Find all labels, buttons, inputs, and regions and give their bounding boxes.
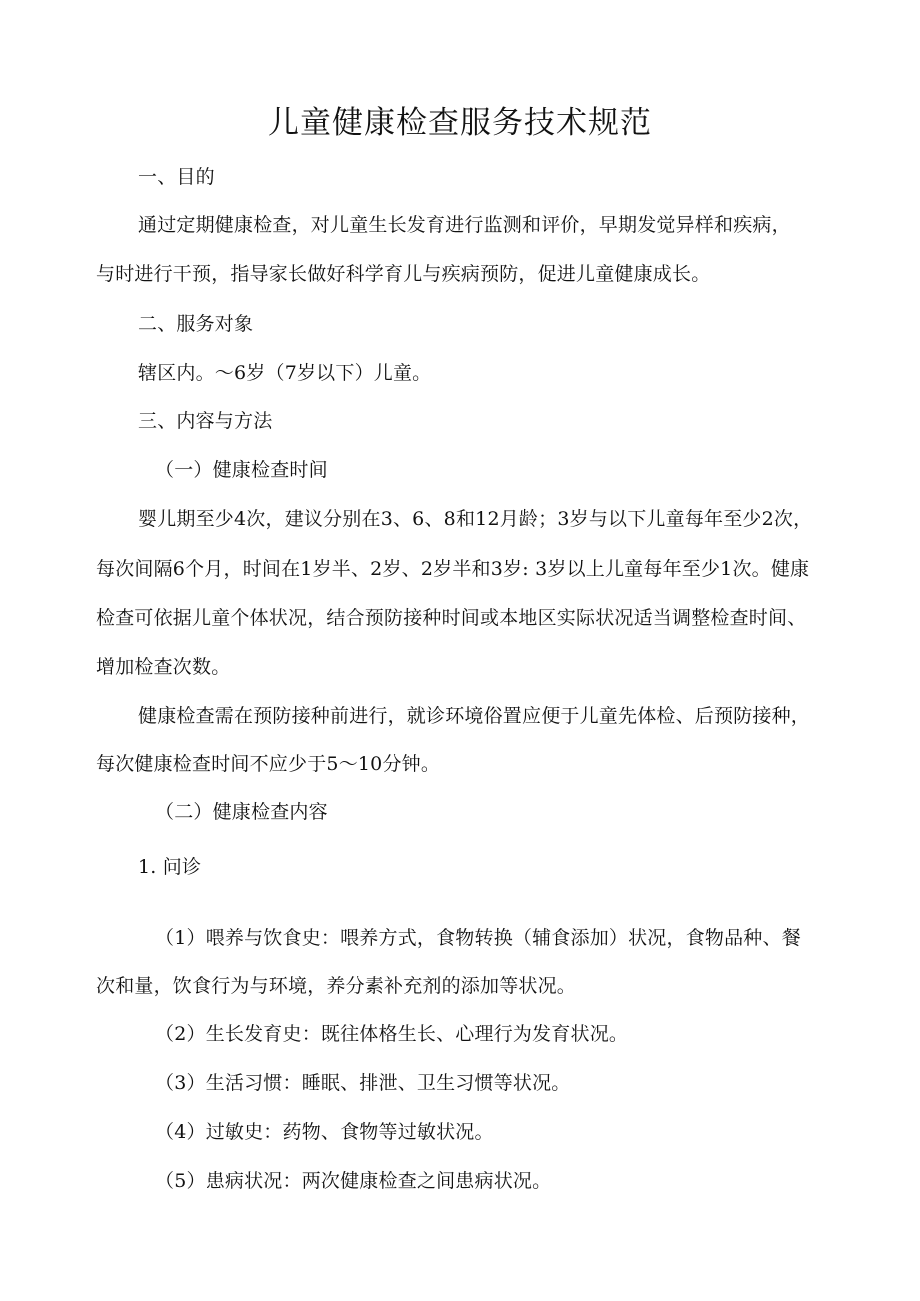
list-item-feeding-history: （1）喂养与饮食史：喂养方式，食物转换（辅食添加）状况，食物品种、餐 [155,927,801,949]
paragraph-line: 每次间隔6个月，时间在1岁半、2岁、2岁半和3岁: 3岁以上儿童每年至少1次。健康 [96,558,810,580]
paragraph-line: 次和量，饮食行为与环境，养分素补充剂的添加等状况。 [96,975,577,997]
document-title: 儿童健康检查服务技术规范 [268,105,652,141]
list-item-illness-status: （5）患病状况：两次健康检查之间患病状况。 [155,1170,552,1192]
subsection-heading-check-content: （二）健康检查内容 [155,801,328,823]
paragraph-line: 健康检查需在预防接种前进行，就诊环境俗置应便于儿童先体检、后预防接种， [138,705,811,727]
paragraph-line: 婴儿期至少4次，建议分别在3、6、8和12月龄；3岁与以下儿童每年至少2次， [138,508,813,530]
section-heading-content-method: 三、内容与方法 [138,410,273,432]
paragraph-line: 通过定期健康检查，对儿童生长发育进行监测和评价，早期发觉异样和疾病， [138,214,791,236]
paragraph-line: 辖区内。～6岁（7岁以下）儿童。 [138,362,432,384]
paragraph-line: 增加检查次数。 [96,656,231,678]
subsection-heading-check-time: （一）健康检查时间 [155,459,328,481]
list-item-growth-history: （2）生长发育史：既往体格生长、心理行为发育状况。 [155,1023,629,1045]
section-heading-service-target: 二、服务对象 [138,313,254,335]
paragraph-line: 每次健康检查时间不应少于5～10分钟。 [96,753,441,775]
list-item-living-habits: （3）生活习惯：睡眠、排泄、卫生习惯等状况。 [155,1072,571,1094]
paragraph-line: 检查可依据儿童个体状况，结合预防接种时间或本地区实际状况适当调整检查时间、 [96,607,807,629]
list-item-inquiry: 1. 问诊 [138,856,202,878]
list-item-allergy-history: （4）过敏史：药物、食物等过敏状况。 [155,1121,494,1143]
paragraph-line: 与时进行干预，指导家长做好科学育儿与疾病预防，促进儿童健康成长。 [96,263,711,285]
section-heading-purpose: 一、目的 [138,166,215,188]
